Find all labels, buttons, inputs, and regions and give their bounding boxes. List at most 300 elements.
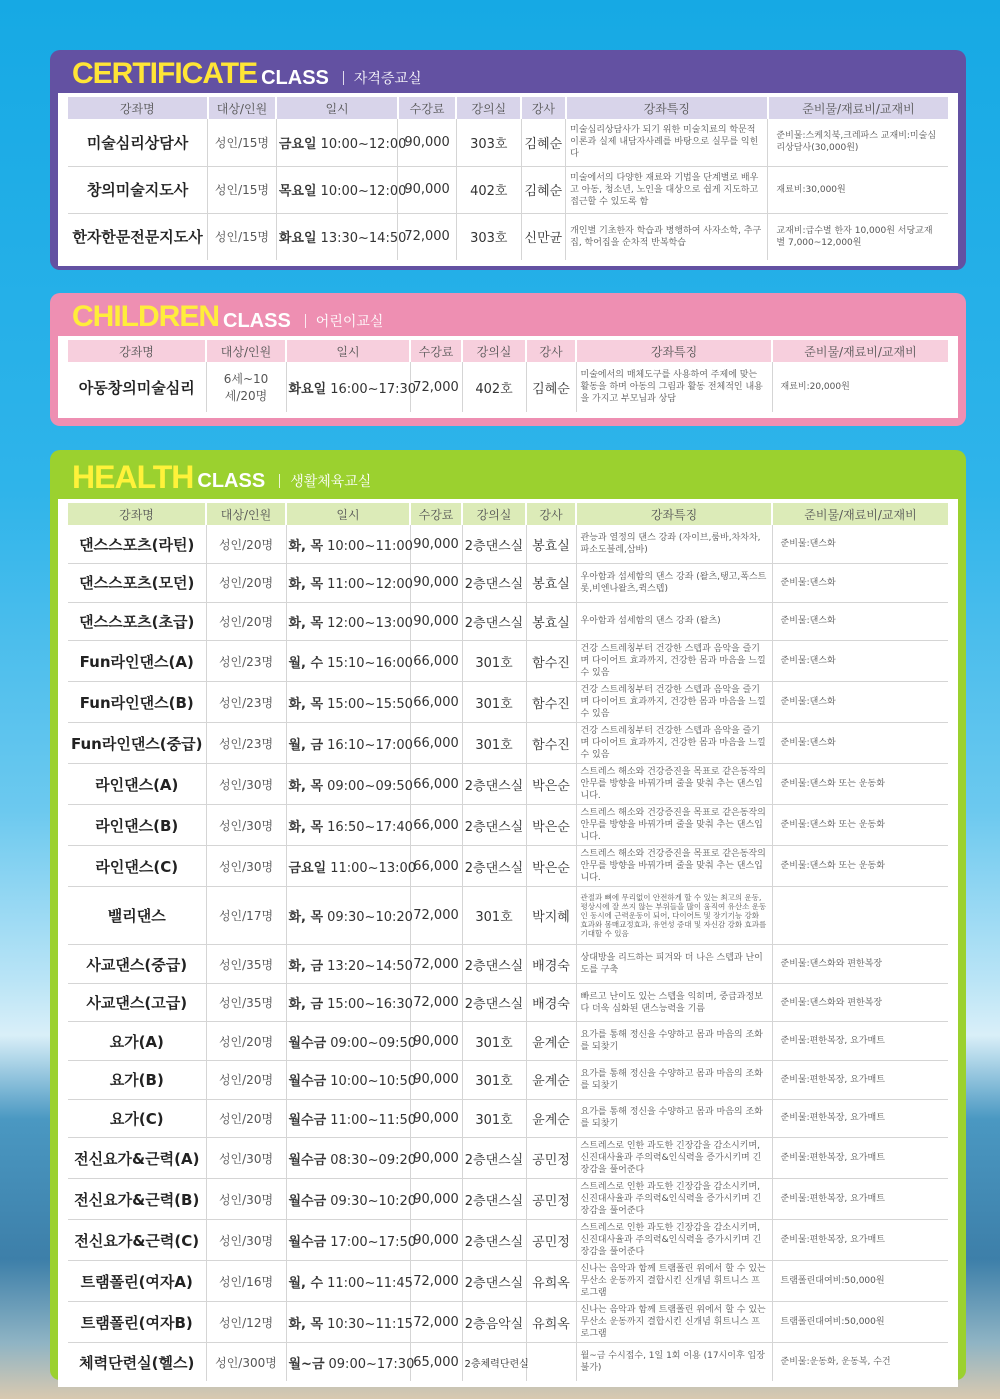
column-header: 강좌명 [68, 503, 206, 525]
course-feature: 미술심리상담사가 되기 위한 미술치료의 학문적 이론과 실제 내담자사례를 바탕으로 실무를 익힌다 [566, 119, 768, 166]
course-day: 화, 목 [288, 910, 324, 926]
course-fee: 90,000 [398, 166, 457, 213]
course-feature: 건강 스트레칭부터 건강한 스텝과 음악을 즐기며 다이어트 효과까지, 건강한 몸과 마음을 느낄 수 있음 [576, 723, 772, 764]
course-schedule [286, 641, 413, 682]
course-materials: 준비물:댄스화 [772, 641, 948, 682]
column-header: 강사 [526, 503, 576, 525]
course-room: 301호 [462, 1022, 526, 1061]
table-row [68, 362, 948, 412]
course-target: 성인/30명 [206, 1138, 286, 1179]
course-target: 성인/35명 [206, 945, 286, 984]
course-teacher: 함수진 [526, 723, 576, 764]
course-teacher: 유희옥 [526, 1261, 576, 1302]
course-teacher: 윤계순 [526, 1061, 576, 1100]
course-target: 성인/30명 [206, 764, 286, 805]
course-day: 월수금 [288, 1152, 327, 1168]
column-header: 강사 [526, 340, 576, 362]
course-fee: 72,000 [410, 1261, 462, 1302]
course-day: 금요일 [278, 136, 317, 152]
course-time: 13:30~14:50 [320, 231, 407, 247]
course-room: 301호 [462, 682, 526, 723]
course-schedule [286, 602, 413, 641]
course-teacher: 봉효실 [526, 602, 576, 641]
course-name: 한자한문전문지도사 [68, 213, 208, 260]
table-body [68, 362, 948, 412]
course-day: 화요일 [278, 231, 317, 247]
divider [279, 474, 280, 488]
course-name: 요가(B) [68, 1061, 206, 1100]
course-day: 월수금 [288, 1193, 327, 1209]
course-target: 성인/23명 [206, 682, 286, 723]
course-schedule [286, 1138, 417, 1179]
course-day: 화, 목 [288, 1316, 324, 1332]
course-schedule [286, 1022, 417, 1061]
course-name: 창의미술지도사 [68, 166, 208, 213]
course-day: 목요일 [278, 184, 317, 199]
course-target: 성인/23명 [206, 641, 286, 682]
course-materials: 준비물:댄스화 [772, 525, 948, 564]
course-name: 사교댄스(고급) [68, 983, 206, 1022]
course-target: 성인/30명 [206, 1220, 286, 1261]
course-room: 2층댄스실 [462, 1138, 526, 1179]
course-schedule [286, 1061, 417, 1100]
column-header: 수강료 [398, 97, 457, 119]
course-fee: 90,000 [410, 1138, 462, 1179]
table-row [68, 1302, 948, 1343]
course-room: 301호 [462, 1061, 526, 1100]
course-feature: 미술에서의 다양한 재료와 기법을 단계별로 배우고 아동, 청소년, 노인을 대상으로 쉽게 지도하고 접근할 수 있도록 함 [566, 166, 768, 213]
course-teacher: 함수진 [526, 641, 576, 682]
column-header: 준비물/재료비/교재비 [772, 503, 948, 525]
course-fee: 90,000 [410, 1099, 462, 1138]
course-room: 2층댄스실 [462, 1179, 526, 1220]
course-materials: 준비물:댄스화 또는 운동화 [772, 846, 948, 887]
course-teacher: 박지혜 [526, 887, 576, 945]
course-time: 12:00~13:00 [327, 615, 413, 631]
course-fee: 72,000 [410, 983, 462, 1022]
column-header: 강좌특징 [576, 503, 772, 525]
course-fee: 66,000 [410, 723, 462, 764]
course-feature: 건강 스트레칭부터 건강한 스텝과 음악을 즐기며 다이어트 효과까지, 건강한 몸과 마음을 느낄 수 있음 [576, 682, 772, 723]
course-day: 화, 목 [288, 538, 324, 554]
course-time: 10:00~10:50 [330, 1074, 417, 1090]
course-room: 2층댄스실 [462, 1261, 526, 1302]
course-teacher: 김혜순 [526, 362, 576, 412]
course-materials: 준비물:운동화, 운동복, 수건 [780, 1357, 891, 1368]
course-fee: 72,000 [410, 362, 462, 412]
course-day: 월~금 [288, 1356, 325, 1372]
course-teacher [526, 1343, 576, 1382]
course-fee: 90,000 [410, 1061, 462, 1100]
health-title: 생활체육교실 [290, 474, 372, 490]
course-day: 월, 수 [288, 1275, 324, 1291]
table-row [68, 764, 948, 805]
course-schedule [276, 166, 407, 213]
course-fee: 90,000 [410, 564, 462, 603]
course-target: 성인/15명 [208, 213, 277, 260]
column-header: 강의실 [462, 340, 526, 362]
course-room: 2층댄스실 [462, 805, 526, 846]
table-body [68, 525, 948, 1381]
course-fee: 66,000 [410, 805, 462, 846]
course-fee: 72,000 [410, 1302, 462, 1343]
course-schedule [286, 846, 417, 887]
course-materials: 준비물:편한복장, 요가매트 [772, 1022, 948, 1061]
divider [343, 71, 344, 85]
course-room: 2층체력단련실 [462, 1343, 526, 1382]
course-target: 성인/23명 [206, 723, 286, 764]
course-time: 09:00~17:30 [328, 1356, 415, 1372]
course-time: 11:00~13:00 [330, 860, 417, 876]
course-room: 301호 [462, 723, 526, 764]
table-row [68, 1343, 948, 1382]
course-teacher: 박은순 [526, 805, 576, 846]
certificate-table-wrap [58, 93, 958, 266]
table-row [68, 945, 948, 984]
children-table-wrap [58, 336, 958, 418]
divider [305, 314, 306, 328]
column-header: 일시 [276, 97, 397, 119]
course-feature: 스트레스 해소와 건강증진을 목표로 같은동작의 안무를 방향을 바꿔가며 줄을 맞춰 추는 댄스입니다. [576, 805, 772, 846]
course-schedule [286, 1179, 417, 1220]
course-teacher: 김혜순 [521, 166, 566, 213]
column-header: 강좌특징 [566, 97, 768, 119]
course-time: 10:00~12:00 [320, 184, 407, 199]
course-feature: 요가를 통해 정신을 수양하고 몸과 마음의 조화를 되찾기 [576, 1022, 772, 1061]
course-feature: 신나는 음악과 함께 트램폴린 위에서 할 수 있는 무산소 운동까지 결합시킨 신개념 휘트니스 프로그램 [576, 1261, 772, 1302]
course-fee: 90,000 [410, 525, 462, 564]
course-materials: 준비물:댄스화와 편한복장 [772, 945, 948, 984]
table-row [68, 887, 948, 945]
course-fee: 90,000 [410, 1022, 462, 1061]
course-target: 성인/20명 [206, 1022, 286, 1061]
certificate-brand: CERTIFICATE [72, 57, 258, 90]
course-target: 성인/15명 [208, 119, 277, 166]
column-header: 대상/인원 [206, 503, 286, 525]
column-header: 일시 [286, 503, 410, 525]
course-teacher: 신만균 [521, 213, 566, 260]
course-feature: 스트레스 해소와 건강증진을 목표로 같은동작의 안무를 방향을 바꿔가며 줄을 맞춰 추는 댄스입니다. [576, 764, 772, 805]
course-target: 성인/20명 [206, 1099, 286, 1138]
course-target: 성인/20명 [206, 564, 286, 603]
course-fee: 66,000 [410, 641, 462, 682]
course-materials: 준비물:댄스화 [772, 602, 948, 641]
course-day: 월수금 [288, 1035, 327, 1051]
course-materials: 준비물:댄스화 또는 운동화 [772, 764, 948, 805]
course-room: 2층댄스실 [462, 1220, 526, 1261]
course-feature: 스트레스로 인한 과도한 긴장감을 감소시키며, 신진대사율과 주의력&인식력을 증가시키며 긴장감을 풀어준다 [576, 1220, 772, 1261]
children-brand: CHILDREN [72, 300, 219, 333]
course-name: Fun라인댄스(중급) [68, 723, 206, 764]
course-teacher: 윤계순 [526, 1099, 576, 1138]
table-row [68, 1022, 948, 1061]
course-target: 성인/20명 [206, 602, 286, 641]
course-room: 402호 [462, 362, 526, 412]
certificate-class-panel [50, 50, 966, 270]
course-time: 08:30~09:20 [330, 1152, 417, 1168]
column-header: 수강료 [410, 340, 462, 362]
column-header: 일시 [286, 340, 410, 362]
course-fee: 65,000 [410, 1343, 462, 1382]
course-room: 2층음악실 [462, 1302, 526, 1343]
course-time: 15:00~15:50 [327, 696, 413, 712]
health-class-label: CLASS [197, 470, 266, 492]
column-header: 강사 [521, 97, 566, 119]
course-feature: 상대방을 리드하는 피겨와 더 나은 스텝과 난이도를 구축 [576, 945, 772, 984]
course-materials: 준비물:댄스화 [772, 682, 948, 723]
course-name: 전신요가&근력(A) [68, 1138, 206, 1179]
table-row [68, 602, 948, 641]
course-time: 16:00~17:30 [330, 381, 417, 397]
course-teacher: 윤계순 [526, 1022, 576, 1061]
course-materials: 준비물:댄스화 [772, 723, 948, 764]
course-schedule [276, 213, 407, 260]
course-name: 전신요가&근력(C) [68, 1220, 206, 1261]
course-name: 전신요가&근력(B) [68, 1179, 206, 1220]
course-room: 402호 [456, 166, 521, 213]
course-materials [772, 887, 948, 945]
course-day: 화, 금 [288, 997, 324, 1013]
course-feature: 신나는 음악과 함께 트램폴린 위에서 할 수 있는 무산소 운동까지 결합시킨 신개념 휘트니스 프로그램 [576, 1302, 772, 1343]
course-materials: 준비물:댄스화 또는 운동화 [772, 805, 948, 846]
course-name: 요가(A) [68, 1022, 206, 1061]
course-teacher: 봉효실 [526, 564, 576, 603]
course-day: 화, 목 [288, 577, 324, 593]
course-teacher: 공민정 [526, 1179, 576, 1220]
course-name: 라인댄스(A) [68, 764, 206, 805]
course-target: 성인/30명 [206, 805, 286, 846]
health-header [58, 455, 958, 499]
course-name: 아동창의미술심리 [68, 362, 206, 412]
course-materials: 준비물:편한복장, 요가매트 [772, 1138, 948, 1179]
column-header: 강좌명 [68, 340, 206, 362]
course-time: 15:10~16:00 [327, 655, 413, 671]
table-row [68, 1061, 948, 1100]
table-row [68, 213, 948, 260]
column-header: 강좌특징 [576, 340, 772, 362]
course-day: 화, 금 [288, 958, 324, 974]
course-time: 16:10~17:00 [327, 737, 413, 753]
table-row [68, 983, 948, 1022]
course-time: 16:50~17:40 [327, 819, 413, 835]
course-time: 10:00~11:00 [327, 538, 413, 554]
course-time: 09:30~10:20 [327, 910, 413, 926]
children-class-label: CLASS [223, 310, 291, 332]
table-row [68, 119, 948, 166]
course-feature: 미술에서의 매체도구를 사용하여 주제에 맞는 활동을 하며 아동의 그림과 활동 전체적인 내용을 가지고 부모님과 상담 [576, 362, 772, 412]
course-teacher: 배경숙 [526, 945, 576, 984]
course-materials: 교재비:급수별 한자 10,000원 서당교재별 7,000~12,000원 [776, 225, 933, 248]
course-name: 라인댄스(B) [68, 805, 206, 846]
course-feature: 우아함과 섬세함의 댄스 강좌 (왈츠,탱고,폭스트롯,비엔나왈츠,퀵스텝) [576, 564, 772, 603]
column-header: 강좌명 [68, 97, 208, 119]
course-feature: 우아함과 섬세함의 댄스 강좌 (왈츠) [576, 602, 772, 641]
table-row [68, 641, 948, 682]
table-body [68, 119, 948, 260]
table-row [68, 525, 948, 564]
course-target: 성인/12명 [206, 1302, 286, 1343]
course-teacher: 함수진 [526, 682, 576, 723]
course-fee: 90,000 [410, 1179, 462, 1220]
course-teacher: 공민정 [526, 1220, 576, 1261]
course-materials: 재료비:20,000원 [780, 382, 850, 392]
course-feature: 개인별 기초한자 학습과 병행하여 사자소학, 추구집, 학어집을 순차적 반복학습 [566, 213, 768, 260]
course-time: 15:00~16:30 [327, 997, 413, 1013]
course-feature: 빠르고 난이도 있는 스텝을 익히며, 중급과정보다 더욱 심화된 댄스능력을 기름 [576, 983, 772, 1022]
course-materials: 트램폴린대여비:50,000원 [772, 1261, 948, 1302]
course-target: 성인/17명 [206, 887, 286, 945]
table-row [68, 682, 948, 723]
children-header [58, 298, 958, 336]
course-fee: 72,000 [410, 945, 462, 984]
course-room: 2층댄스실 [462, 564, 526, 603]
course-target: 성인/20명 [206, 1061, 286, 1100]
course-schedule [276, 119, 407, 166]
course-schedule [286, 1302, 413, 1343]
column-header: 대상/인원 [208, 97, 277, 119]
course-name: 체력단련실(헬스) [68, 1343, 206, 1382]
course-day: 화, 목 [288, 778, 324, 794]
course-name: 댄스스포츠(모던) [68, 564, 206, 603]
course-name: Fun라인댄스(B) [68, 682, 206, 723]
table-row [68, 805, 948, 846]
course-name: 미술심리상담사 [68, 119, 208, 166]
course-room: 2층댄스실 [462, 945, 526, 984]
course-fee: 90,000 [410, 1220, 462, 1261]
course-room: 301호 [462, 887, 526, 945]
children-title: 어린이교실 [315, 314, 384, 330]
course-room: 303호 [456, 213, 521, 260]
course-name: 댄스스포츠(초급) [68, 602, 206, 641]
course-fee: 72,000 [410, 887, 462, 945]
course-materials: 준비물:편한복장, 요가매트 [772, 1220, 948, 1261]
course-time: 17:00~17:50 [330, 1234, 417, 1250]
certificate-title: 자격증교실 [353, 71, 422, 87]
course-target: 성인/16명 [206, 1261, 286, 1302]
course-target: 성인/30명 [206, 846, 286, 887]
table-row [68, 1099, 948, 1138]
course-day: 화, 목 [288, 819, 324, 835]
children-class-panel [50, 293, 966, 426]
column-header: 준비물/재료비/교재비 [772, 340, 948, 362]
course-day: 월수금 [288, 1112, 327, 1128]
course-day: 화, 목 [288, 696, 324, 712]
table-row [68, 846, 948, 887]
course-feature: 스트레스 해소와 건강증진을 목표로 같은동작의 안무를 방향을 바꿔가며 줄을 맞춰 추는 댄스입니다. [576, 846, 772, 887]
course-fee: 90,000 [410, 602, 462, 641]
course-name: 사교댄스(중급) [68, 945, 206, 984]
course-time: 11:00~12:00 [327, 577, 413, 593]
certificate-header [58, 55, 958, 93]
health-class-panel [50, 450, 966, 1380]
column-header: 준비물/재료비/교재비 [768, 97, 948, 119]
course-teacher: 봉효실 [526, 525, 576, 564]
table-row [68, 723, 948, 764]
course-time: 10:00~12:00 [320, 136, 407, 152]
certificate-class-label: CLASS [261, 67, 329, 89]
course-target: 6세~10세/20명 [206, 362, 286, 412]
course-schedule [286, 564, 413, 603]
course-schedule [286, 887, 413, 945]
course-name: Fun라인댄스(A) [68, 641, 206, 682]
column-header: 강의실 [456, 97, 521, 119]
course-materials: 트램폴린대여비:50,000원 [772, 1302, 948, 1343]
course-feature: 월~금 수시접수, 1일 1회 이용 (17시이후 입장불가) [576, 1343, 772, 1382]
course-name: 댄스스포츠(라틴) [68, 525, 206, 564]
course-materials: 준비물:스케치북,크레파스 교재비:미술심리상담사(30,000원) [768, 119, 948, 166]
course-schedule [286, 805, 413, 846]
course-schedule [286, 362, 417, 412]
course-teacher: 박은순 [526, 846, 576, 887]
course-day: 화, 목 [288, 615, 324, 631]
course-target: 성인/30명 [206, 1179, 286, 1220]
course-teacher: 유희옥 [526, 1302, 576, 1343]
course-day: 금요일 [288, 860, 327, 876]
course-materials: 준비물:댄스화와 편한복장 [772, 983, 948, 1022]
table-row [68, 564, 948, 603]
table-row [68, 1138, 948, 1179]
course-feature: 요가를 통해 정신을 수양하고 몸과 마음의 조화를 되찾기 [576, 1099, 772, 1138]
course-room: 2층댄스실 [462, 525, 526, 564]
course-schedule [286, 764, 413, 805]
course-room: 2층댄스실 [462, 602, 526, 641]
course-room: 2층댄스실 [462, 983, 526, 1022]
table-header-row [68, 340, 948, 362]
course-schedule [286, 723, 413, 764]
table-row [68, 1179, 948, 1220]
course-fee: 90,000 [398, 119, 457, 166]
course-feature: 스트레스로 인한 과도한 긴장감을 감소시키며, 신진대사율과 주의력&인식력을 증가시키며 긴장감을 풀어준다 [576, 1138, 772, 1179]
course-name: 트램폴린(여자A) [68, 1261, 206, 1302]
course-feature: 요가를 통해 정신을 수양하고 몸과 마음의 조화를 되찾기 [576, 1061, 772, 1100]
course-time: 09:00~09:50 [330, 1035, 417, 1051]
course-target: 성인/35명 [206, 983, 286, 1022]
course-feature: 스트레스로 인한 과도한 긴장감을 감소시키며, 신진대사율과 주의력&인식력을 증가시키며 긴장감을 풀어준다 [576, 1179, 772, 1220]
course-materials: 준비물:편한복장, 요가매트 [772, 1099, 948, 1138]
table-row [68, 166, 948, 213]
course-materials: 재료비:30,000원 [768, 166, 948, 213]
course-target: 성인/20명 [206, 525, 286, 564]
course-schedule [286, 1343, 415, 1382]
course-schedule [286, 945, 413, 984]
course-feature: 건강 스트레칭부터 건강한 스텝과 음악을 즐기며 다이어트 효과까지, 건강한 몸과 마음을 느낄 수 있음 [576, 641, 772, 682]
course-time: 10:30~11:15 [327, 1316, 413, 1332]
course-teacher: 공민정 [526, 1138, 576, 1179]
health-table [68, 503, 948, 1381]
course-name: 요가(C) [68, 1099, 206, 1138]
course-room: 301호 [462, 1099, 526, 1138]
course-teacher: 김혜순 [521, 119, 566, 166]
course-time: 11:00~11:50 [330, 1112, 417, 1128]
column-header: 수강료 [410, 503, 462, 525]
course-feature: 관능과 열정의 댄스 강좌 (자이브,룸바,차차차,파소도블레,삼바) [576, 525, 772, 564]
health-table-wrap [58, 499, 958, 1387]
column-header: 대상/인원 [206, 340, 286, 362]
table-row [68, 1220, 948, 1261]
certificate-table [68, 97, 948, 260]
course-materials: 준비물:편한복장, 요가매트 [772, 1061, 948, 1100]
course-materials: 준비물:편한복장, 요가매트 [772, 1179, 948, 1220]
table-header-row [68, 97, 948, 119]
course-schedule [286, 682, 413, 723]
course-fee: 66,000 [410, 846, 462, 887]
course-schedule [286, 1099, 417, 1138]
course-time: 13:20~14:50 [327, 958, 413, 974]
course-room: 2층댄스실 [462, 846, 526, 887]
table-header-row [68, 503, 948, 525]
course-name: 밸리댄스 [68, 887, 206, 945]
course-room: 301호 [462, 641, 526, 682]
